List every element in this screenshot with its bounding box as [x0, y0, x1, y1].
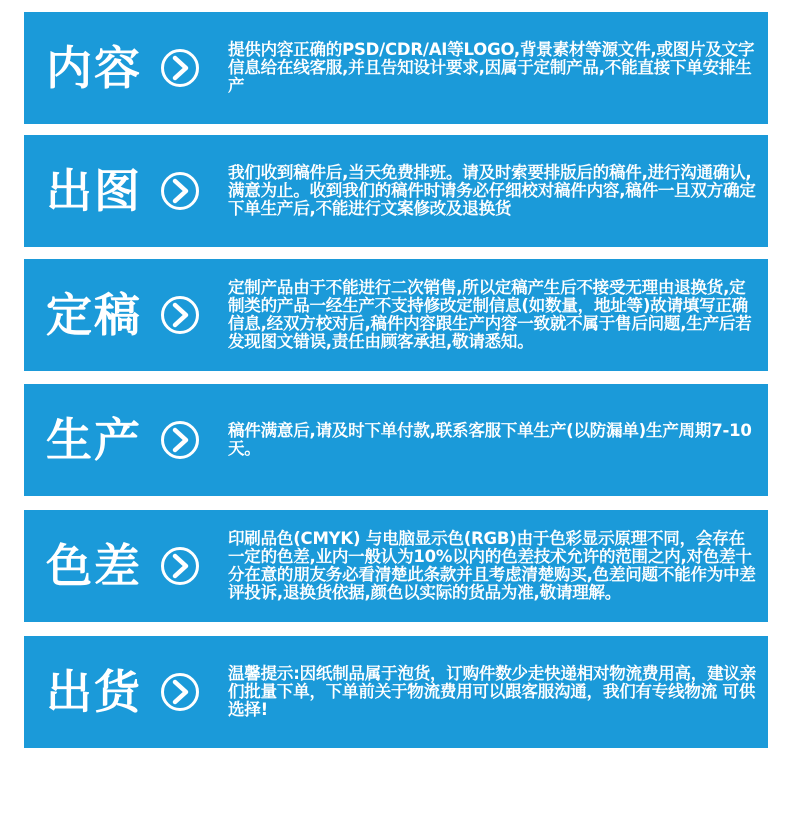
- section-description: 稿件满意后,请及时下单付款,联系客服下单生产(以防漏单)生产周期7-10天。: [228, 421, 752, 458]
- section-panel-shipping: [24, 636, 768, 748]
- section-description: 我们收到稿件后,当天免费排班。请及时索要排版后的稿件,进行沟通确认,满意为止。收到我们的稿件时请务必仔细校对稿件内容,稿件一旦双方确定下单生产后,不能进行文案修改及退换货: [228, 163, 756, 218]
- circled-chevron-right-icon: [160, 672, 200, 712]
- section-panel-production: [24, 384, 768, 496]
- section-title: 内容: [46, 41, 142, 95]
- section-description: 定制产品由于不能进行二次销售,所以定稿产生后不接受无理由退换货,定制类的产品一经生产不支持修改定制信息(如数量，地址等)故请填写正确信息,经双方校对后,稿件内容跟生产内容一致就不属于售后问题,生产后若发现图文错误,责任由顾客承担,敬请悉知。: [228, 278, 752, 351]
- circled-chevron-right-icon: [160, 546, 200, 586]
- circled-chevron-right-icon: [160, 420, 200, 460]
- section-description: 提供内容正确的PSD/CDR/AI等LOGO,背景素材等源文件,或图片及文字信息给在线客服,并且告知设计要求,因属于定制产品,不能直接下单安排生产: [228, 40, 755, 95]
- section-description: 印刷品色(CMYK) 与电脑显示色(RGB)由于色彩显示原理不同，会存在一定的色差,业内一般认为10%以内的色差技术允许的范围之内,对色差十分在意的朋友务必看清楚此条款并且考虑清楚购买,色差问题不能作为中差评投诉,退换货依据,颜色以实际的货品为准,敬请理解。: [228, 529, 756, 602]
- section-title: 生产: [46, 413, 142, 467]
- section-panel-finalize: [24, 259, 768, 371]
- section-title: 出图: [46, 164, 142, 218]
- section-title: 出货: [46, 665, 142, 719]
- circled-chevron-right-icon: [160, 48, 200, 88]
- section-panel-color-difference: [24, 510, 768, 622]
- section-panel-content: [24, 12, 768, 124]
- section-title: 定稿: [46, 288, 142, 342]
- section-description: 温馨提示:因纸制品属于泡货，订购件数少走快递相对物流费用高，建议亲们批量下单，下单前关于物流费用可以跟客服沟通，我们有专线物流 可供选择!: [228, 664, 756, 719]
- circled-chevron-right-icon: [160, 295, 200, 335]
- circled-chevron-right-icon: [160, 171, 200, 211]
- section-title: 色差: [46, 539, 142, 593]
- section-panel-proof: [24, 135, 768, 247]
